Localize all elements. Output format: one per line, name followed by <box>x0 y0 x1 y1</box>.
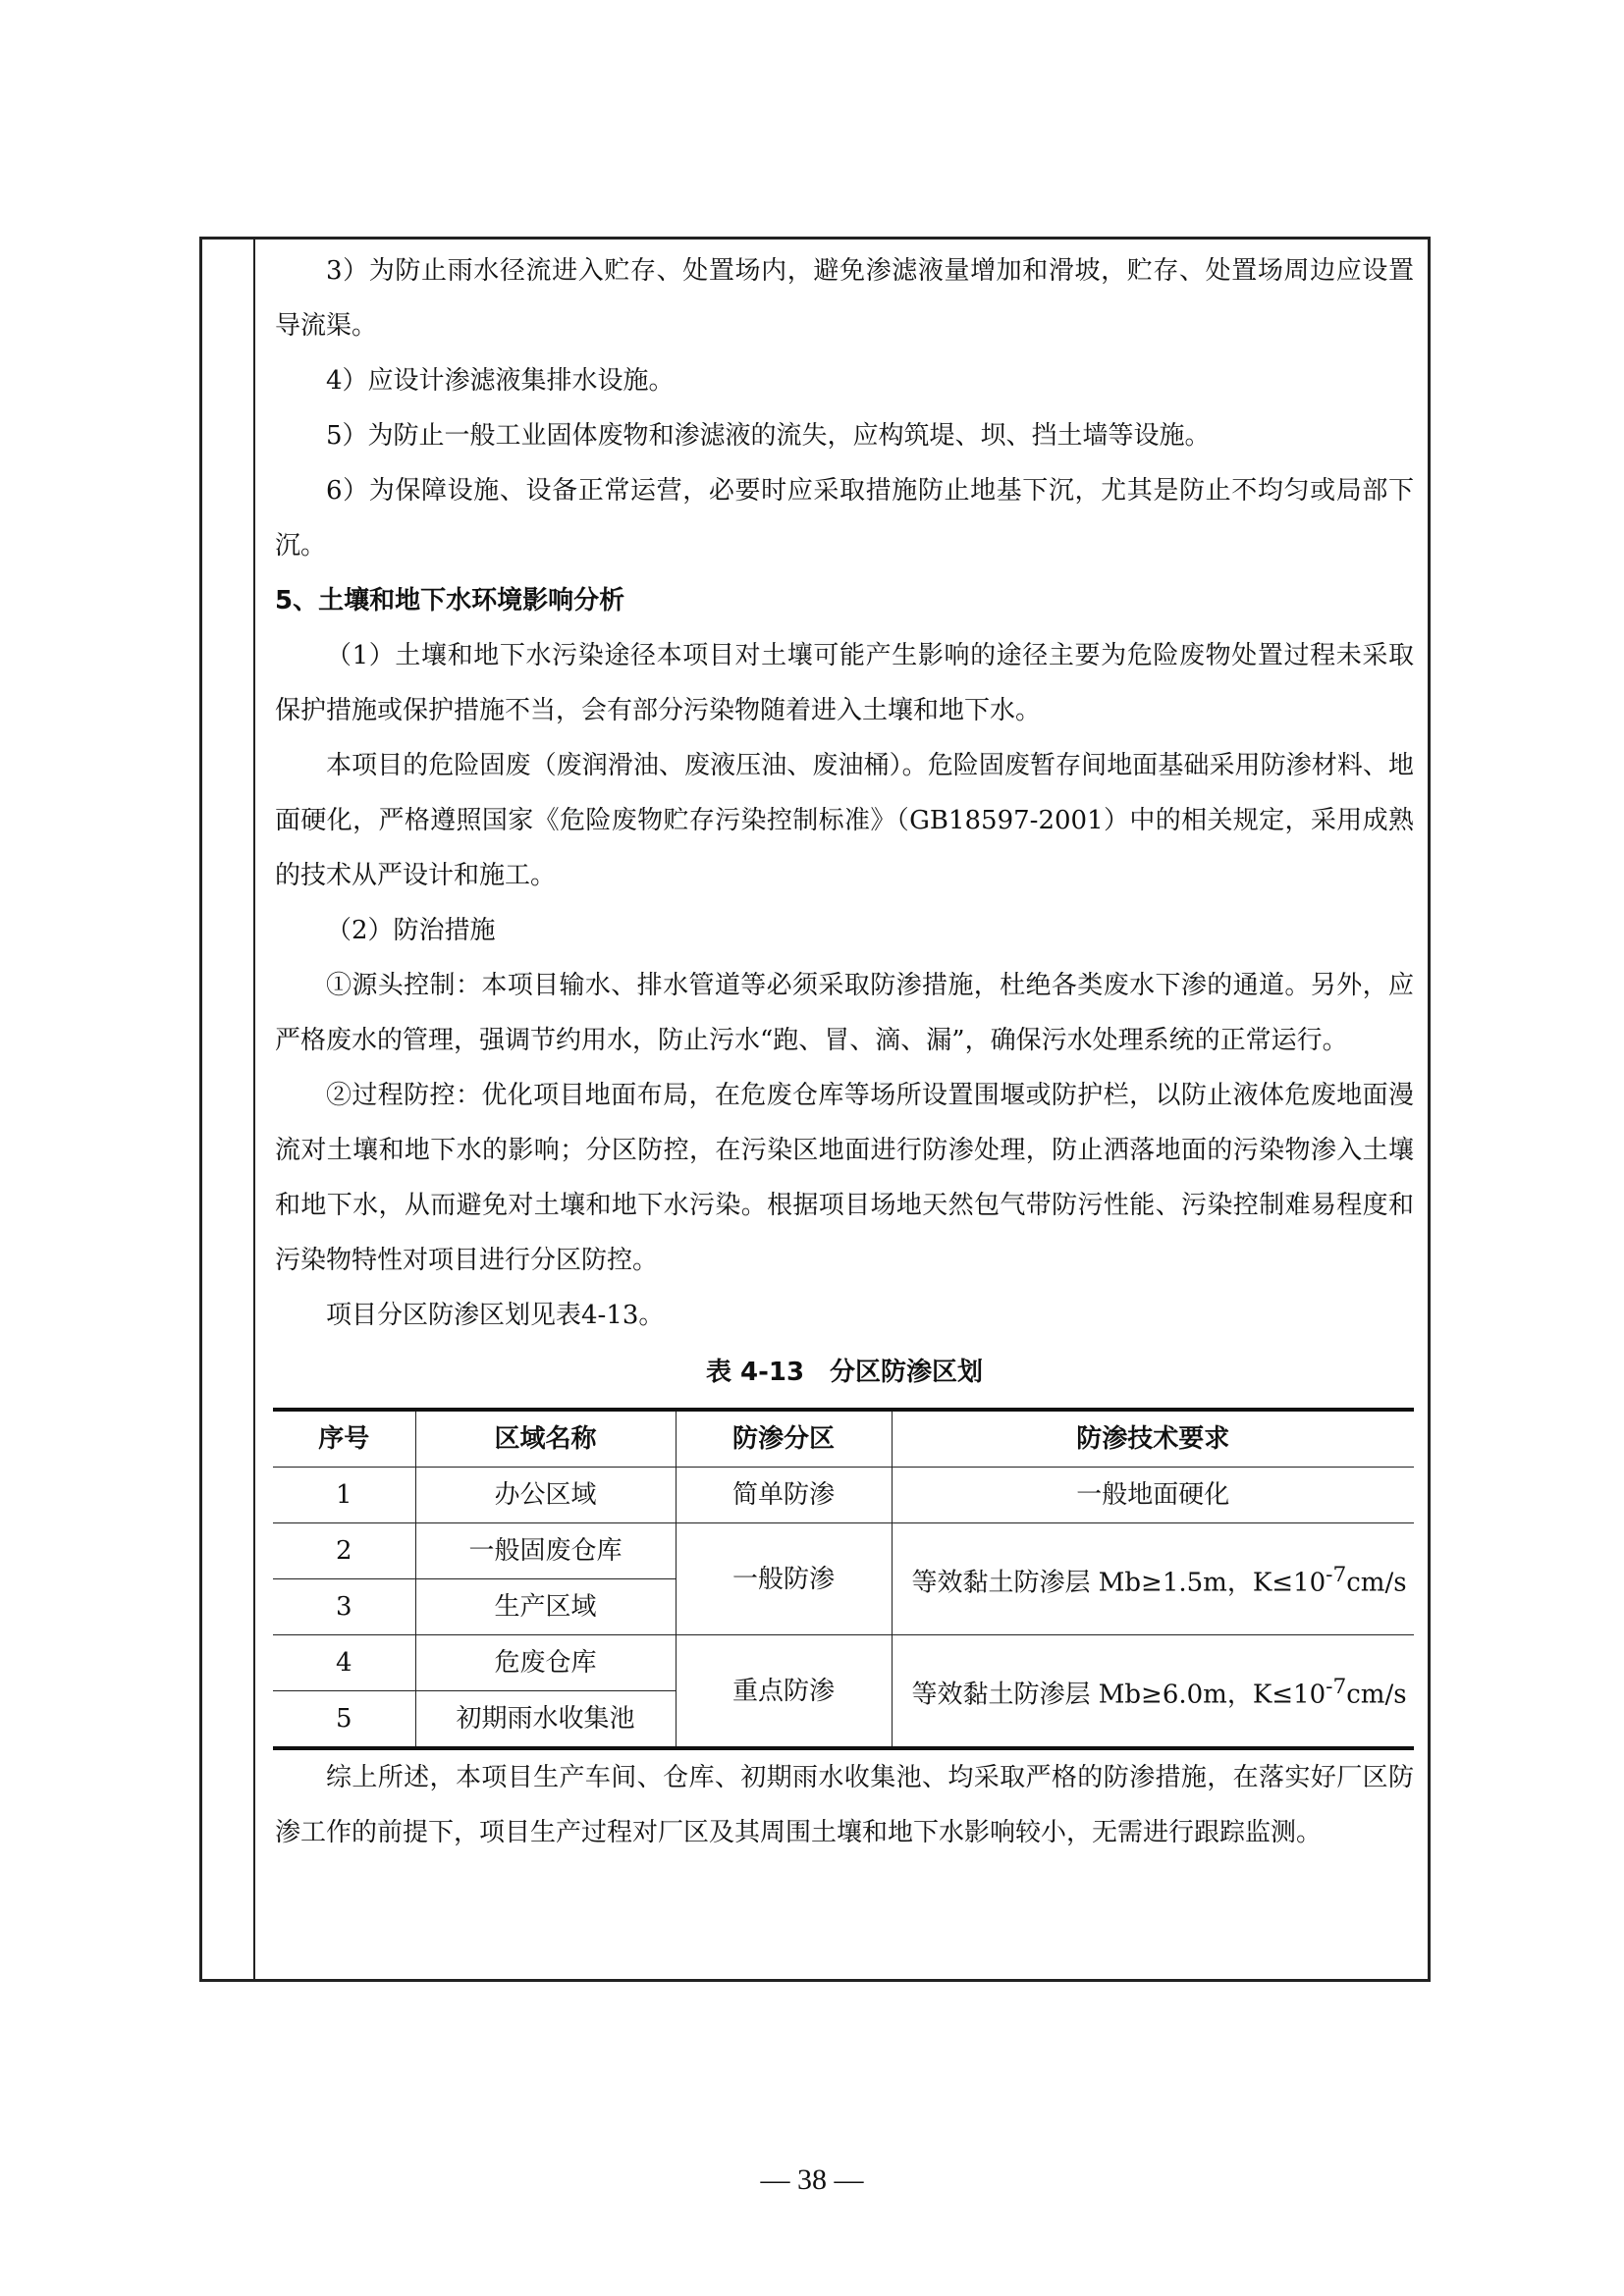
paragraph: 3）为防止雨水径流进入贮存、处置场内，避免渗滤液量增加和滑坡，贮存、处置场周边应设置导流渠。 <box>275 256 1414 341</box>
requirement-cell <box>892 1523 1414 1635</box>
table-row <box>273 1468 1414 1523</box>
row-number-cell: 1 <box>273 1468 415 1523</box>
paragraph: 本项目的危险固废（废润滑油、废液压油、废油桶）。危险固废暂存间地面基础采用防渗材料、地面硬化，严格遵照国家《危险废物贮存污染控制标准》（GB18597-2001）中的相关规定，采用成熟的技术从严设计和施工。 <box>275 751 1414 890</box>
table-header-row <box>273 1410 1414 1468</box>
paragraph: （2）防治措施 <box>326 916 496 945</box>
paragraph: 5）为防止一般工业固体废物和渗滤液的流失，应构筑堤、坝、挡土墙等设施。 <box>326 421 1211 451</box>
frame-left-column-divider <box>253 240 255 1979</box>
requirement-unit: cm/s <box>1346 1680 1407 1710</box>
area-name-cell: 一般固废仓库 <box>415 1523 676 1579</box>
row-number-cell: 5 <box>273 1691 415 1749</box>
zone-cell: 一般防渗 <box>676 1523 892 1635</box>
table-caption: 表 4-13 分区防渗区划 <box>705 1358 984 1387</box>
requirement-exponent: -7 <box>1326 1562 1347 1587</box>
paragraph: ①源头控制：本项目输水、排水管道等必须采取防渗措施，杜绝各类废水下渗的通道。另外，应严格废水的管理，强调节约用水，防止污水“跑、冒、滴、漏”，确保污水处理系统的正常运行。 <box>275 971 1414 1055</box>
area-name-cell: 办公区域 <box>415 1468 676 1523</box>
section-heading: 5、土壤和地下水环境影响分析 <box>275 586 625 615</box>
requirement-exponent: -7 <box>1326 1674 1347 1699</box>
header-cell: 区域名称 <box>415 1410 676 1468</box>
requirement-text: 等效黏土防渗层 Mb≥1.5m，K≤10 <box>911 1568 1326 1598</box>
table-row <box>273 1523 1414 1579</box>
header-cell: 防渗技术要求 <box>892 1410 1414 1468</box>
header-cell: 防渗分区 <box>676 1410 892 1468</box>
paragraph: （1）土壤和地下水污染途径本项目对土壤可能产生影响的途径主要为危险废物处置过程未采取保护措施或保护措施不当，会有部分污染物随着进入土壤和地下水。 <box>275 641 1414 725</box>
area-name-cell: 生产区域 <box>415 1579 676 1635</box>
requirement-cell: 一般地面硬化 <box>892 1468 1414 1523</box>
area-name-cell: 初期雨水收集池 <box>415 1691 676 1749</box>
header-cell: 序号 <box>273 1410 415 1468</box>
paragraph: 4）应设计渗滤液集排水设施。 <box>326 366 675 396</box>
zone-cell: 重点防渗 <box>676 1635 892 1749</box>
requirement-cell <box>892 1635 1414 1749</box>
row-number-cell: 4 <box>273 1635 415 1691</box>
paragraph: 6）为保障设施、设备正常运营，必要时应采取措施防止地基下沉，尤其是防止不均匀或局部下沉。 <box>275 476 1414 561</box>
paragraph: 综上所述，本项目生产车间、仓库、初期雨水收集池、均采取严格的防渗措施，在落实好厂区防渗工作的前提下，项目生产过程对厂区及其周围土壤和地下水影响较小，无需进行跟踪监测。 <box>275 1763 1414 1847</box>
row-number-cell: 3 <box>273 1579 415 1635</box>
page-number: — 38 — <box>760 2163 864 2196</box>
page-content <box>275 243 1414 1860</box>
table-row <box>273 1635 1414 1691</box>
paragraph: ②过程防控：优化项目地面布局，在危废仓库等场所设置围堰或防护栏，以防止液体危废地面漫流对土壤和地下水的影响；分区防控，在污染区地面进行防渗处理，防止洒落地面的污染物渗入土壤和地下水，从而避免对土壤和地下水污染。根据项目场地天然包气带防污性能、污染控制难易程度和污染物特性对项目进行分区防控。 <box>275 1081 1414 1275</box>
requirement-text: 等效黏土防渗层 Mb≥6.0m，K≤10 <box>911 1680 1326 1710</box>
area-name-cell: 危废仓库 <box>415 1635 676 1691</box>
seepage-zoning-table <box>273 1408 1414 1750</box>
requirement-unit: cm/s <box>1346 1568 1407 1598</box>
row-number-cell: 2 <box>273 1523 415 1579</box>
zone-cell: 简单防渗 <box>676 1468 892 1523</box>
paragraph: 项目分区防渗区划见表4-13。 <box>326 1301 665 1330</box>
